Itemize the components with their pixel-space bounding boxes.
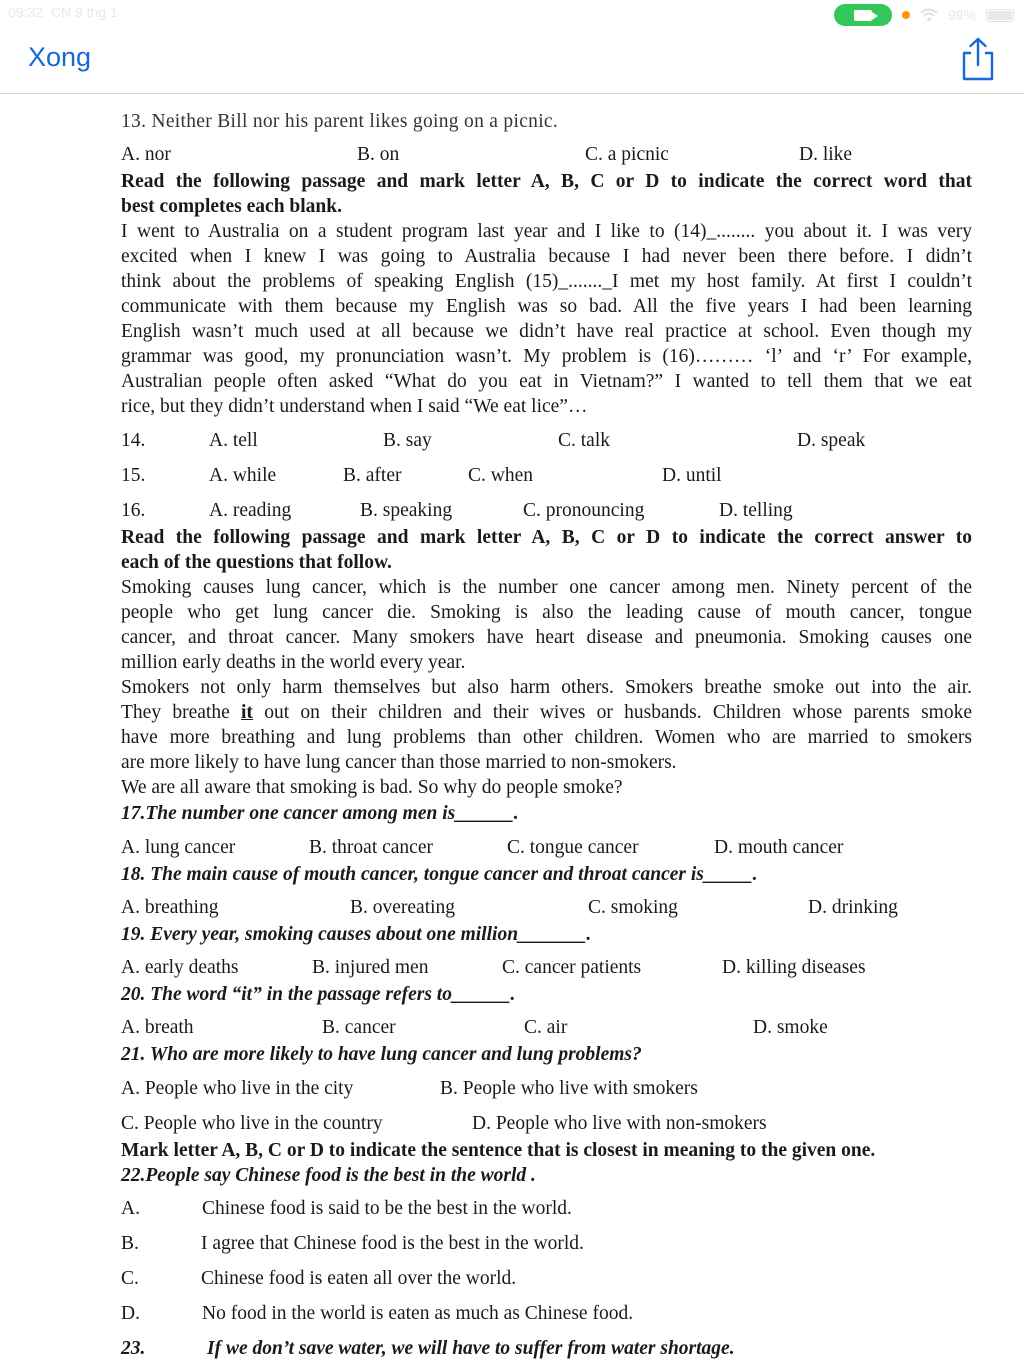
q18-option-a: A. breathing — [121, 897, 219, 918]
question-number: 14. — [121, 430, 146, 451]
underlined-word-it: it — [241, 702, 253, 723]
share-icon[interactable] — [958, 36, 998, 82]
passage-line: We are all aware that smoking is bad. So why do people smoke? — [121, 777, 623, 798]
passage-line: They breathe it out on their children and their wives or husbands. Children whose parents smoke — [121, 702, 972, 723]
question-21-stem: 21. Who are more likely to have lung cancer and lung problems? — [121, 1044, 642, 1065]
section-instruction: Mark letter A, B, C or D to indicate the sentence that is closest in meaning to the given one. — [121, 1140, 876, 1161]
passage-line: Australian people often asked “What do you eat in Vietnam?” I wanted to tell them that we eat — [121, 371, 972, 392]
status-indicators — [834, 4, 1014, 26]
question-22-stem: 22.People say Chinese food is the best in the world . — [121, 1165, 536, 1186]
q13-option-d: D. like — [799, 144, 853, 165]
battery-percent: 99% — [947, 7, 976, 23]
q22-option-letter: A. — [121, 1198, 140, 1219]
q21-option-a: A. People who live in the city — [121, 1078, 354, 1099]
q18-option-d: D. drinking — [808, 897, 898, 918]
q20-option-b: B. cancer — [322, 1017, 396, 1038]
q22-option-letter: D. — [121, 1303, 140, 1324]
q22-option-letter: B. — [121, 1233, 139, 1254]
section-instruction: Read the following passage and mark letter A, B, C or D to indicate the correct word that — [121, 171, 972, 192]
q14-option-b: B. say — [383, 430, 432, 451]
question-19-stem: 19. Every year, smoking causes about one million_______. — [121, 924, 592, 945]
passage-line: grammar was good, my pronunciation wasn’t. My problem is (16)……… ‘l’ and ‘r’ For example, — [121, 346, 972, 367]
passage-line: rice, but they didn’t understand when I said “We eat lice”… — [121, 396, 588, 417]
passage-line: English wasn’t much used at all because we didn’t have real practice at school. Even though my — [121, 321, 972, 342]
q18-option-c: C. smoking — [588, 897, 678, 918]
q15-option-d: D. until — [662, 465, 722, 486]
q18-option-b: B. overeating — [350, 897, 456, 918]
passage-line: excited when I knew I was going to Australia because I had never been there before. I didn’t — [121, 246, 972, 267]
q15-option-b: B. after — [343, 465, 402, 486]
q19-option-d: D. killing diseases — [722, 957, 866, 978]
status-time: 09:32 CN 9 thg 1 — [8, 4, 118, 20]
passage-line: think about the problems of speaking English (15)_......._I met my host family. At first I couldn’t — [121, 271, 972, 292]
wifi-icon — [920, 8, 938, 22]
q22-option-letter: C. — [121, 1268, 139, 1289]
q19-option-a: A. early deaths — [121, 957, 239, 978]
q17-option-b: B. throat cancer — [309, 837, 433, 858]
question-17-stem: 17.The number one cancer among men is______. — [121, 803, 519, 824]
q15-option-c: C. when — [468, 465, 533, 486]
question-23-stem: If we don’t save water, we will have to suffer from water shortage. — [207, 1338, 735, 1359]
q16-option-c: C. pronouncing — [523, 500, 645, 521]
q20-option-a: A. breath — [121, 1017, 194, 1038]
q14-option-d: D. speak — [797, 430, 866, 451]
section-instruction-cont: each of the questions that follow. — [121, 552, 392, 573]
question-20-stem: 20. The word “it” in the passage refers to______. — [121, 984, 516, 1005]
q22-option-c: Chinese food is eaten all over the world. — [201, 1268, 517, 1289]
q19-option-b: B. injured men — [312, 957, 429, 978]
q16-option-a: A. reading — [209, 500, 292, 521]
q21-option-d: D. People who live with non-smokers — [472, 1113, 767, 1134]
status-bar — [0, 0, 1024, 28]
passage-line: Smokers not only harm themselves but also harm others. Smokers breathe smoke out into the air. — [121, 677, 972, 698]
passage-line: are more likely to have lung cancer than those married to non-smokers. — [121, 752, 677, 773]
passage-line: million early deaths in the world every year. — [121, 652, 466, 673]
q22-option-b: I agree that Chinese food is the best in the world. — [201, 1233, 584, 1254]
passage-line: communicate with them because my English was so bad. All the five years I had been learning — [121, 296, 972, 317]
done-button[interactable]: Xong — [28, 42, 92, 72]
question-number: 23. — [121, 1338, 146, 1359]
question-number: 15. — [121, 465, 146, 486]
section-instruction-cont: best completes each blank. — [121, 196, 342, 217]
q14-option-c: C. talk — [558, 430, 610, 451]
q20-option-c: C. air — [524, 1017, 568, 1038]
nav-bar — [0, 28, 1024, 94]
passage-line: Smoking causes lung cancer, which is the number one cancer among men. Ninety percent of the — [121, 577, 972, 598]
q13-option-b: B. on — [357, 144, 400, 165]
battery-icon — [986, 9, 1014, 22]
camera-in-use-icon — [834, 4, 892, 26]
passage-line: people who get lung cancer die. Smoking is also the leading cause of mouth cancer, tongue — [121, 602, 972, 623]
mic-indicator-icon — [902, 11, 910, 19]
q21-option-b: B. People who live with smokers — [440, 1078, 698, 1099]
q13-option-a: A. nor — [121, 144, 171, 165]
section-instruction: Read the following passage and mark letter A, B, C or D to indicate the correct answer to — [121, 527, 972, 548]
q13-option-c: C. a picnic — [585, 144, 669, 165]
passage-line: I went to Australia on a student program last year and I like to (14)_........ you about it. I was very — [121, 221, 972, 242]
q20-option-d: D. smoke — [753, 1017, 828, 1038]
q22-option-a: Chinese food is said to be the best in the world. — [202, 1198, 572, 1219]
q17-option-c: C. tongue cancer — [507, 837, 639, 858]
q14-option-a: A. tell — [209, 430, 258, 451]
q19-option-c: C. cancer patients — [502, 957, 642, 978]
q16-option-d: D. telling — [719, 500, 793, 521]
question-18-stem: 18. The main cause of mouth cancer, tongue cancer and throat cancer is_____. — [121, 864, 758, 885]
q15-option-a: A. while — [209, 465, 277, 486]
q16-option-b: B. speaking — [360, 500, 453, 521]
passage-line: have more breathing and lung problems than other children. Women who are married to smokers — [121, 727, 972, 748]
q17-option-d: D. mouth cancer — [714, 837, 844, 858]
q21-option-c: C. People who live in the country — [121, 1113, 383, 1134]
question-13-stem: 13. Neither Bill nor his parent likes going on a picnic. — [121, 111, 559, 132]
q22-option-d: No food in the world is eaten as much as Chinese food. — [202, 1303, 634, 1324]
question-number: 16. — [121, 500, 146, 521]
passage-line: cancer, and throat cancer. Many smokers have heart disease and pneumonia. Smoking causes one — [121, 627, 972, 648]
q17-option-a: A. lung cancer — [121, 837, 236, 858]
